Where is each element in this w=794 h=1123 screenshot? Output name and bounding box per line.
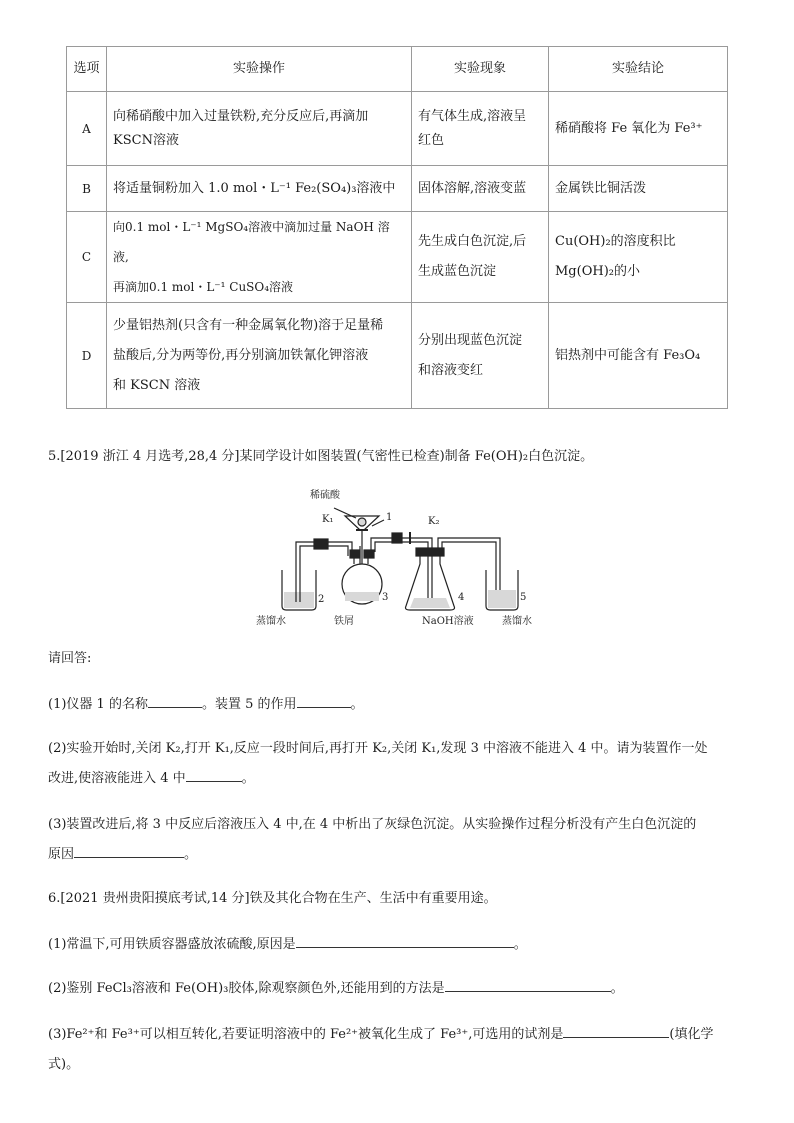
answer-blank[interactable] bbox=[296, 931, 514, 948]
conclusion-cell bbox=[549, 92, 728, 166]
phenomenon-cell bbox=[412, 92, 549, 166]
label-n2: 2 bbox=[318, 594, 325, 605]
row-label: A bbox=[67, 92, 107, 166]
operation-cell bbox=[107, 303, 412, 409]
header-conclusion: 实验结论 bbox=[549, 47, 728, 92]
header-phenomenon: 实验现象 bbox=[412, 47, 549, 92]
text-segment: 改进,使溶液能进入 4 中 bbox=[48, 771, 186, 786]
question-5-part-2 bbox=[48, 734, 748, 794]
cell-line: 再滴加0.1 mol・L⁻¹ CuSO₄溶液 bbox=[113, 280, 294, 294]
question-6-stem: 6.[2021 贵州贵阳摸底考试,14 分]铁及其化合物在生产、生活中有重要用途。 bbox=[48, 891, 497, 906]
cell-line: 稀硝酸将 Fe 氧化为 Fe³⁺ bbox=[555, 120, 703, 136]
text-segment: 。 bbox=[184, 847, 198, 862]
header-option: 选项 bbox=[67, 47, 107, 92]
question-6-part-3 bbox=[48, 1020, 748, 1080]
cell-line: KSCN溶液 bbox=[113, 132, 179, 148]
label-iron: 铁屑 bbox=[334, 616, 354, 627]
text-segment: 。 bbox=[350, 697, 364, 712]
table-header-row bbox=[67, 47, 728, 92]
cell-line: 和溶液变红 bbox=[418, 362, 484, 378]
operation-cell bbox=[107, 166, 412, 212]
text-segment: (3)Fe²⁺和 Fe³⁺可以相互转化,若要证明溶液中的 Fe²⁺被氧化生成了 Fe³⁺,可选用的试剂是 bbox=[48, 1027, 564, 1042]
text-segment: (2)鉴别 FeCl₃溶液和 Fe(OH)₃胶体,除观察颜色外,还能用到的方法是 bbox=[48, 981, 445, 996]
question-6-part-2 bbox=[48, 974, 748, 1004]
answer-blank[interactable] bbox=[186, 765, 242, 782]
text-segment: 式)。 bbox=[48, 1057, 80, 1072]
cell-line: 固体溶解,溶液变蓝 bbox=[418, 180, 527, 196]
answer-blank[interactable] bbox=[445, 975, 611, 992]
table-row bbox=[67, 92, 728, 166]
answer-blank[interactable] bbox=[148, 691, 202, 708]
cell-line: Cu(OH)₂的溶度积比 bbox=[555, 234, 676, 249]
text-segment: (1)仪器 1 的名称 bbox=[48, 697, 148, 712]
row-label: D bbox=[67, 303, 107, 409]
cell-line: 红色 bbox=[418, 132, 445, 148]
options-table bbox=[66, 46, 728, 409]
question-5-part-3 bbox=[48, 810, 748, 870]
text-segment: 原因 bbox=[48, 847, 75, 862]
label-n3: 3 bbox=[382, 592, 389, 603]
question-5-part-1 bbox=[48, 690, 748, 720]
answer-blank[interactable] bbox=[74, 841, 184, 858]
text-segment: 。 bbox=[610, 981, 624, 996]
table-row bbox=[67, 303, 728, 409]
cell-line: 盐酸后,分为两等份,再分别滴加铁氰化钾溶液 bbox=[113, 347, 369, 363]
phenomenon-cell bbox=[412, 212, 549, 303]
naoh-solution bbox=[410, 598, 450, 608]
cell-line: 铝热剂中可能含有 Fe₃O₄ bbox=[555, 347, 701, 363]
text-segment: 。 bbox=[513, 937, 527, 952]
apparatus-diagram bbox=[252, 482, 552, 632]
right-delivery-tube bbox=[438, 538, 500, 592]
cell-line: 金属铁比铜活泼 bbox=[555, 180, 647, 196]
distilled-water-left bbox=[284, 592, 314, 608]
label-n5: 5 bbox=[520, 592, 527, 603]
cell-line: 少量铝热剂(只含有一种金属氧化物)溶于足量稀 bbox=[113, 317, 384, 333]
question-5-stem: 5.[2019 浙江 4 月选考,28,4 分]某同学设计如图装置(气密性已检查)制备 Fe(OH)₂白色沉淀。 bbox=[48, 449, 594, 464]
cell-line: 向稀硝酸中加入过量铁粉,充分反应后,再滴加 bbox=[113, 108, 369, 124]
distilled-water-right bbox=[488, 590, 516, 608]
row-label: B bbox=[67, 166, 107, 212]
question-6-part-1 bbox=[48, 930, 748, 960]
conclusion-cell bbox=[549, 212, 728, 303]
conclusion-cell bbox=[549, 166, 728, 212]
label-k2: K₂ bbox=[428, 516, 440, 527]
text-segment: (2)实验开始时,关闭 K₂,打开 K₁,反应一段时间后,再打开 K₂,关闭 K₁,发现 3 中溶液不能进入 4 中。请为装置作一处 bbox=[48, 741, 708, 756]
label-n4: 4 bbox=[458, 592, 465, 603]
answer-blank[interactable] bbox=[563, 1021, 669, 1038]
text-segment: (1)常温下,可用铁质容器盛放浓硫酸,原因是 bbox=[48, 937, 296, 952]
operation-cell bbox=[107, 92, 412, 166]
row-label: C bbox=[67, 212, 107, 303]
phenomenon-cell bbox=[412, 166, 549, 212]
text-segment: 。 bbox=[241, 771, 255, 786]
table-row bbox=[67, 166, 728, 212]
cell-line: 向0.1 mol・L⁻¹ MgSO₄溶液中滴加过量 NaOH 溶液, bbox=[113, 220, 390, 264]
label-naoh: NaOH溶液 bbox=[422, 616, 474, 627]
cell-line: 生成蓝色沉淀 bbox=[418, 264, 497, 279]
label-acid: 稀硫酸 bbox=[310, 490, 340, 501]
label-k1: K₁ bbox=[322, 514, 334, 525]
cell-line: 将适量铜粉加入 1.0 mol・L⁻¹ Fe₂(SO₄)₃溶液中 bbox=[113, 180, 396, 196]
answer-prompt: 请回答: bbox=[48, 651, 92, 666]
cell-line: 有气体生成,溶液呈 bbox=[418, 108, 527, 124]
left-rubber-joint bbox=[314, 539, 328, 549]
label-water-left: 蒸馏水 bbox=[256, 616, 286, 627]
text-segment: (3)装置改进后,将 3 中反应后溶液压入 4 中,在 4 中析出了灰绿色沉淀。从实验操作过程分析没有产生白色沉淀的 bbox=[48, 817, 697, 832]
label-water-right: 蒸馏水 bbox=[502, 616, 532, 627]
operation-cell bbox=[107, 212, 412, 303]
iron-filings bbox=[345, 592, 379, 601]
label-n1: 1 bbox=[386, 512, 393, 523]
text-segment: 。装置 5 的作用 bbox=[201, 697, 297, 712]
header-operation: 实验操作 bbox=[107, 47, 412, 92]
cell-line: 和 KSCN 溶液 bbox=[113, 377, 201, 393]
cell-line: 分别出现蓝色沉淀 bbox=[418, 332, 523, 348]
text-segment: (填化学 bbox=[669, 1027, 714, 1042]
table-row bbox=[67, 212, 728, 303]
answer-blank[interactable] bbox=[297, 691, 351, 708]
phenomenon-cell bbox=[412, 303, 549, 409]
cell-line: Mg(OH)₂的小 bbox=[555, 264, 640, 279]
conclusion-cell bbox=[549, 303, 728, 409]
cell-line: 先生成白色沉淀,后 bbox=[418, 234, 527, 249]
